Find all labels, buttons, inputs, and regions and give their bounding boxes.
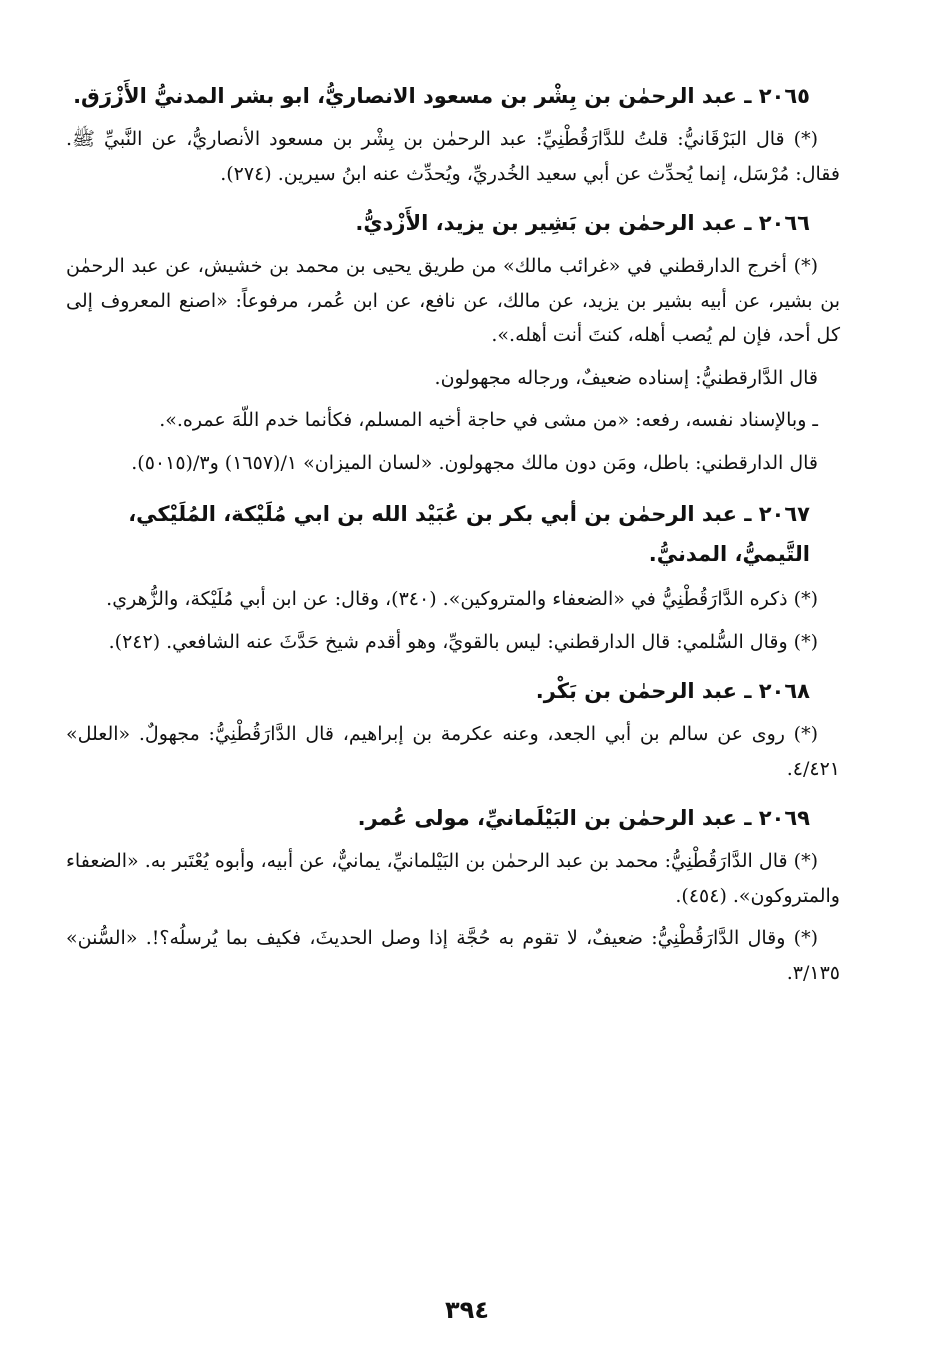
entry-paragraph: (*) وقال السُّلمي: قال الدارقطني: ليس بالقويِّ، وهو أقدم شيخ حَدَّثَ عنه الشافعي. (٢٤٢). xyxy=(108,630,818,653)
entry-heading: ٢٠٦٨ ـ عبد الرحمٰن بن بَكْر. xyxy=(535,679,810,703)
document-page xyxy=(66,78,840,1357)
entry-paragraph: (*) قال البَرْقَانيُّ: قلتُ للدَّارَقُطْنِيِّ: عبد الرحمٰن بن بِشْر بن مسعود الأنصاريُّ، عن النَّبيِّ ﷺ. فقال: مُرْسَل، إنما يُحدِّث عن أبي سعيد الخُدريِّ، ويُحدِّث عنه ابنُ سيرين. (٢٧٤). xyxy=(66,128,840,185)
entry-2065 xyxy=(66,78,840,191)
entry-paragraph: قال الدَّارقطنيُّ: إسناده ضعيفٌ، ورجاله مجهولون. xyxy=(434,366,818,389)
entry-paragraph: (*) ذكره الدَّارَقُطْنِيُّ في «الضعفاء والمتروكين». (٣٤٠)، وقال: عن ابن أبي مُلَيْكة، والزُّهري. xyxy=(106,588,818,610)
page-number: ٣٩٤ xyxy=(445,1296,489,1324)
entry-heading: ٢٠٦٦ ـ عبد الرحمٰن بن بَشِير بن يزيد، الأَزْديُّ. xyxy=(355,211,810,235)
entry-heading: ٢٠٦٥ ـ عبد الرحمٰن بن بِشْر بن مسعود الانصاريُّ، ابو بشر المدنيُّ الأَزْرَق. xyxy=(73,84,810,108)
entry-paragraph: (*) أخرج الدارقطني في «غرائب مالك» من طريق يحيى بن محمد بن خشيش، عن عبد الرحمٰن بن بشير، عن أبيه بشير بن يزيد، عن مالك، عن نافع، عن ابن عُمر، مرفوعاً: «اصنع المعروف إلى كل أحد، فإن لم يُصب أهله، كنتَ أنت أهله.». xyxy=(66,255,840,346)
entry-paragraph: ـ وبالإسناد نفسه، رفعه: «من مشى في حاجة أخيه المسلم، فكأنما خدم اللّهَ عمره.». xyxy=(159,409,818,431)
entry-2066 xyxy=(66,205,840,480)
entry-2069 xyxy=(66,800,840,990)
entry-paragraph: (*) وقال الدَّارَقُطْنِيُّ: ضعيفٌ، لا تقوم به حُجَّة إذا وصل الحديثَ، فكيف بما يُرسلُه؟!. «السُّنن» ٣/١٣٥. xyxy=(66,927,840,984)
entry-paragraph: (*) روى عن سالم بن أبي الجعد، وعنه عكرمة بن إبراهيم، قال الدَّارَقُطْنِيُّ: مجهولٌ. «العلل» ٤/٤٢١. xyxy=(66,723,840,780)
entry-2067 xyxy=(66,494,840,659)
entry-heading: ٢٠٦٧ ـ عبد الرحمٰن بن أبي بكر بن عُبَيْد الله بن ابي مُلَيْكة، المُلَيْكي، التَّيميُّ، المدنيُّ. xyxy=(128,502,810,566)
entry-heading: ٢٠٦٩ ـ عبد الرحمٰن بن البَيْلَمانيِّ، مولى عُمر. xyxy=(357,806,810,830)
entry-paragraph: قال الدارقطني: باطل، ومَن دون مالك مجهولون. «لسان الميزان» ١/(١٦٥٧) و٣/(٥٠١٥). xyxy=(131,451,818,474)
entry-paragraph: (*) قال الدَّارَقُطْنِيُّ: محمد بن عبد الرحمٰن بن البَيْلمانيِّ، يمانيٌّ، عن أبيه، وأبوه يُعْتَبر به. «الضعفاء والمتروكون». (٤٥٤). xyxy=(66,850,840,907)
entry-2068 xyxy=(66,673,840,786)
